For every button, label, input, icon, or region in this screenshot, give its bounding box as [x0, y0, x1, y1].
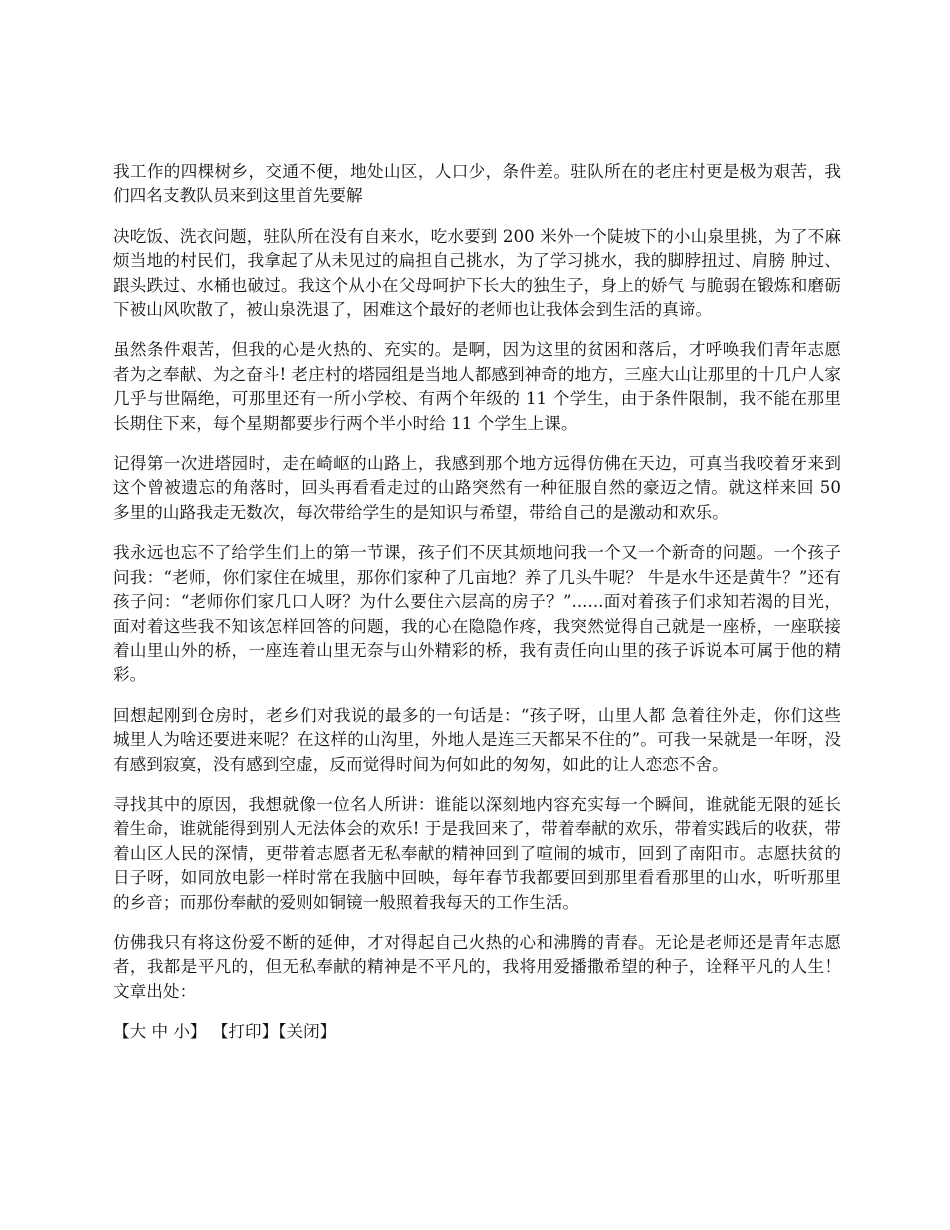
font-size-large-link[interactable]: 【大	[113, 1022, 147, 1042]
article-paragraph-2: 决吃饭、洗衣问题，驻队所在没有自来水，吃水要到 200 米外一个陡坡下的小山泉里挑，为了不麻烦当地的村民们，我拿起了从未见过的扁担自己挑水，为了学习挑水，我的脚脖扭过、肩膀 肿过、跟头跌过、水桶也破过。我这个从小在父母呵护下长大的独生子，身上的娇气 与脆弱在锻炼和磨砺下被山风吹散了，被山泉洗退了，困难这个最好的老师也让我体会到生活的真谛。	[113, 226, 841, 320]
font-size-small-link[interactable]: 小】	[173, 1022, 207, 1042]
article-paragraph-3: 虽然条件艰苦，但我的心是火热的、充实的。是啊，因为这里的贫困和落后，才呼唤我们青年志愿者为之奉献、为之奋斗! 老庄村的塔园组是当地人都感到神奇的地方，三座大山让那里的十几户人家几乎与世隔绝，可那里还有一所小学校、有两个年级的 11 个学生，由于条件限制，我不能在那里长期住下来，每个星期都要步行两个半小时给 11 个学生上课。	[113, 340, 841, 433]
article-paragraph-8: 仿佛我只有将这份爱不断的延伸，才对得起自己火热的心和沸腾的青春。无论是老师还是青年志愿者，我都是平凡的，但无私奉献的精神是不平凡的，我将用爱播撒希望的种子，诠释平凡的人生！ 文章出处：	[113, 932, 841, 1001]
close-link[interactable]: 【关闭】	[278, 1022, 337, 1042]
article-paragraph-7: 寻找其中的原因，我想就像一位名人所讲：谁能以深刻地内容充实每一个瞬间，谁就能无限的延长着生命，谁就能得到别人无法体会的欢乐! 于是我回来了，带着奉献的欢乐，带着实践后的收获，带着山区人民的深情，更带着志愿者无私奉献的精神回到了喧闹的城市，回到了南阳市。志愿扶贫的日子呀，如同放电影一样时常在我脑中回映，每年春节我都要回到那里看看那里的山水，听听那里的乡音；而那份奉献的爱则如铜镜一般照着我每天的工作生活。	[113, 794, 841, 912]
article-container	[113, 160, 841, 1044]
article-toolbar	[113, 1020, 841, 1044]
article-paragraph-1: 我工作的四棵树乡，交通不便，地处山区，人口少，条件差。驻队所在的老庄村更是极为艰苦，我们四名支教队员来到这里首先要解	[113, 162, 841, 206]
article-paragraph-4: 记得第一次进塔园时，走在崎岖的山路上，我感到那个地方远得仿佛在天边，可真当我咬着牙来到这个曾被遗忘的角落时，回头再看看走过的山路突然有一种征服自然的豪迈之情。就这样来回 50 多里的山路我走无数次，每次带给学生的是知识与希望，带给自己的是激动和欢乐。	[113, 454, 841, 522]
print-link[interactable]: 【打印】	[211, 1022, 279, 1042]
font-size-medium-link[interactable]: 中	[151, 1022, 169, 1042]
article-paragraph-5: 我永远也忘不了给学生们上的第一节课，孩子们不厌其烦地问我一个又一个新奇的问题。一个孩子问我：“老师，你们家住在城里，那你们家种了几亩地？养了几头牛呢？ 牛是水牛还是黄牛？”还有孩子问：“老师你们家几口人呀？为什么要住六层高的房子？”......面对着孩子们求知若渴的目光，面对着这些我不知该怎样回答的问题，我的心在隐隐作疼，我突然觉得自己就是一座桥，一座联接着山里山外的桥，一座连着山里无奈与山外精彩的桥，我有责任向山里的孩子诉说本可属于他的精彩。	[113, 543, 841, 685]
article-paragraph-6: 回想起刚到仓房时，老乡们对我说的最多的一句话是：“孩子呀，山里人都 急着往外走，你们这些城里人为啥还要进来呢？在这样的山沟里，外地人是连三天都呆不住的”。可我一呆就是一年呀，没有感到寂寞，没有感到空虚，反而觉得时间为何如此的匆匆，如此的让人恋恋不舍。	[113, 705, 841, 774]
